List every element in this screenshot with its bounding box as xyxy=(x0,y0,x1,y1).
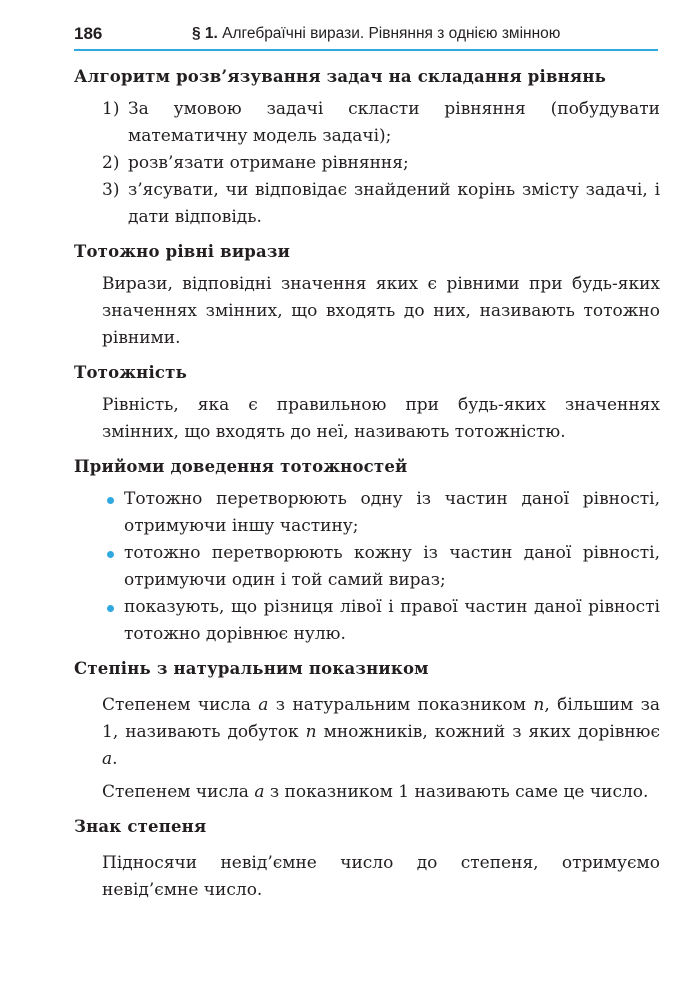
bullet-icon xyxy=(107,497,114,504)
list-item xyxy=(74,96,660,150)
section-natural-power xyxy=(74,658,660,806)
definition-text: Вирази, відповідні значення яких є рівними при будь-яких значеннях змінних, що входять до них, називають тотожно рівними. xyxy=(102,274,660,348)
text-run: з натуральним показником xyxy=(268,695,534,715)
bullet-text: Тотожно перетворюють одну із частин даної рівності, отримуючи іншу частину; xyxy=(124,489,660,536)
section-heading: Алгоритм розв’язування задач на складання рівнянь xyxy=(74,67,606,86)
definition-paragraph xyxy=(102,779,660,806)
step-number: 1) xyxy=(102,99,120,119)
page-header xyxy=(74,22,658,48)
text-run: Степенем числа xyxy=(102,695,259,715)
text-run: , більшим за 1, називають добуток xyxy=(102,695,660,742)
section-heading: Степінь з натуральним показником xyxy=(74,659,429,678)
variable-a: a xyxy=(258,695,269,715)
variable-a: a xyxy=(254,782,265,802)
section-heading: Тотожність xyxy=(74,363,187,382)
text-run: множників, кожний з яких дорівнює xyxy=(316,722,660,742)
step-text: розв’язати отримане рівняння; xyxy=(128,153,409,173)
list-item xyxy=(74,150,660,177)
section-heading: Прийоми доведення тотожностей xyxy=(74,457,408,476)
page-number: 186 xyxy=(74,24,103,43)
bullet-text: тотожно перетворюють кожну із частин даної рівності, отримуючи один і той самий вираз; xyxy=(124,543,660,590)
text-run: з показником 1 називають саме це число. xyxy=(264,782,649,802)
bullet-icon xyxy=(107,551,114,558)
variable-a: a xyxy=(102,749,113,769)
step-text: з’ясувати, чи відповідає знайдений корінь змісту задачі, і дати відповідь. xyxy=(128,180,660,227)
list-item xyxy=(74,540,660,594)
variable-n: n xyxy=(305,722,317,742)
step-text: За умовою задачі скласти рівняння (побудувати математичну модель задачі); xyxy=(128,99,660,146)
page-content xyxy=(74,66,660,914)
section-heading: Тотожно рівні вирази xyxy=(74,242,291,261)
text-run: Степенем числа xyxy=(102,782,255,802)
section-mark: § 1. xyxy=(192,25,218,42)
section-algorithm xyxy=(74,66,660,231)
list-item xyxy=(74,177,660,231)
list-item xyxy=(74,486,660,540)
list-item xyxy=(74,594,660,648)
section-identical-expressions xyxy=(74,241,660,352)
definition-text: Рівність, яка є правильною при будь-яких значеннях змінних, що входять до неї, називають тотожністю. xyxy=(102,395,660,442)
section-title: Алгебраїчні вирази. Рівняння з однією змінною xyxy=(222,25,561,42)
step-number: 3) xyxy=(102,180,120,200)
section-heading: Знак степеня xyxy=(74,817,207,836)
proof-methods-list xyxy=(74,486,660,648)
bullet-text: показують, що різниця лівої і правої частин даної рівності тотожно дорівнює нулю. xyxy=(124,597,660,644)
variable-n: n xyxy=(533,695,545,715)
definition-block xyxy=(74,692,660,806)
algorithm-steps xyxy=(74,96,660,231)
definition-paragraph xyxy=(102,692,660,773)
step-number: 2) xyxy=(102,153,120,173)
bullet-icon xyxy=(107,605,114,612)
section-proof-methods xyxy=(74,456,660,648)
text-run: . xyxy=(112,749,118,769)
definition-text: Підносячи невід’ємне число до степеня, отримуємо невід’ємне число. xyxy=(102,853,660,900)
header-rule xyxy=(74,49,658,51)
section-power-sign xyxy=(74,816,660,904)
running-title xyxy=(192,25,560,43)
section-identity xyxy=(74,362,660,446)
